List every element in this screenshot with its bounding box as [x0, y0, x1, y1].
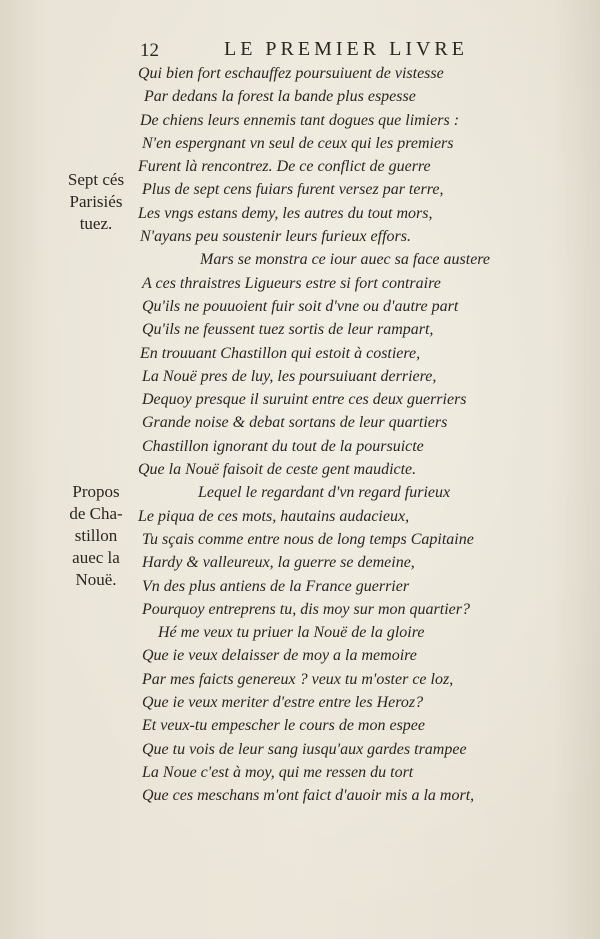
verse-line: Que tu vois de leur sang iusqu'aux gardes trampee	[142, 740, 467, 758]
verse-line: Vn des plus antiens de la France guerrier	[142, 577, 410, 595]
verse-line: Lequel le regardant d'vn regard furieux	[198, 484, 451, 502]
verse-line: Furent là rencontrez. De ce conflict de guerre	[138, 158, 431, 176]
page-header	[140, 38, 500, 64]
verse-line: Plus de sept cens fuiars furent versez par terre,	[142, 181, 444, 199]
verse-line: Le piqua de ces mots, hautains audacieux,	[138, 507, 410, 525]
poem-text	[138, 62, 538, 808]
verse-line: Que ie veux meriter d'estre entre les Heroz?	[142, 694, 424, 712]
verse-line: Mars se monstra ce iour auec sa face austere	[200, 251, 491, 269]
margin-note-line: Propos	[72, 482, 120, 501]
verse-line: La Noue c'est à moy, qui me ressen du tort	[142, 763, 414, 781]
running-head: LE PREMIER LIVRE	[224, 38, 468, 60]
verse-line: Que la Nouë faisoit de ceste gent maudicte.	[138, 461, 417, 479]
verse-line: Hé me veux tu priuer la Nouë de la gloire	[158, 624, 425, 642]
margin-note-sept-cens	[56, 169, 136, 235]
verse-line: Pourquoy entreprens tu, dis moy sur mon quartier?	[142, 600, 470, 618]
verse-line: Dequoy presque il suruint entre ces deux guerriers	[142, 391, 467, 409]
verse-line: N'ayans peu soustenir leurs furieux effors.	[140, 228, 411, 246]
verse-line: Et veux-tu empescher le cours de mon espee	[142, 717, 425, 735]
margin-note-line: Parisiés	[69, 192, 123, 211]
verse-line: Grande noise & debat sortans de leur quartiers	[142, 414, 448, 432]
margin-note-line: tuez.	[79, 214, 113, 233]
verse-line: La Nouë pres de luy, les poursuiuant derriere,	[142, 367, 437, 385]
verse-line: Par mes faicts genereux ? veux tu m'oster ce loz,	[142, 670, 454, 688]
margin-note-line: stillon	[74, 526, 118, 545]
verse-line: De chiens leurs ennemis tant dogues que limiers :	[140, 111, 460, 129]
verse-line: Que ie veux delaisser de moy a la memoire	[142, 647, 417, 665]
margin-note-line: Nouë.	[75, 570, 117, 589]
margin-note-line: de Cha-	[69, 504, 123, 523]
verse-line: Chastillon ignorant du tout de la poursuicte	[142, 437, 424, 455]
verse-line: Tu sçais comme entre nous de long temps Capitaine	[142, 530, 474, 548]
margin-note-propos	[54, 481, 138, 591]
margin-note-line: Sept cés	[67, 170, 125, 189]
verse-line: A ces thraistres Ligueurs estre si fort contraire	[142, 274, 441, 292]
verse-line: Par dedans la forest la bande plus espesse	[144, 88, 416, 106]
margin-note-line: auec la	[72, 548, 120, 567]
verse-line: En trouuant Chastillon qui estoit à costiere,	[140, 344, 421, 362]
verse-line: Les vngs estans demy, les autres du tout mors,	[138, 204, 433, 222]
verse-line: Qu'ils ne pouuoient fuir soit d'vne ou d'autre part	[142, 297, 459, 315]
verse-line: Hardy & valleureux, la guerre se demeine,	[142, 554, 415, 572]
page-number: 12	[140, 40, 159, 61]
verse-line: N'en espergnant vn seul de ceux qui les premiers	[142, 134, 454, 152]
verse-line: Qui bien fort eschauffez poursuiuent de vistesse	[138, 65, 444, 82]
verse-line: Qu'ils ne feussent tuez sortis de leur rampart,	[142, 321, 434, 339]
verse-line: Que ces meschans m'ont faict d'auoir mis a la mort,	[142, 787, 475, 805]
